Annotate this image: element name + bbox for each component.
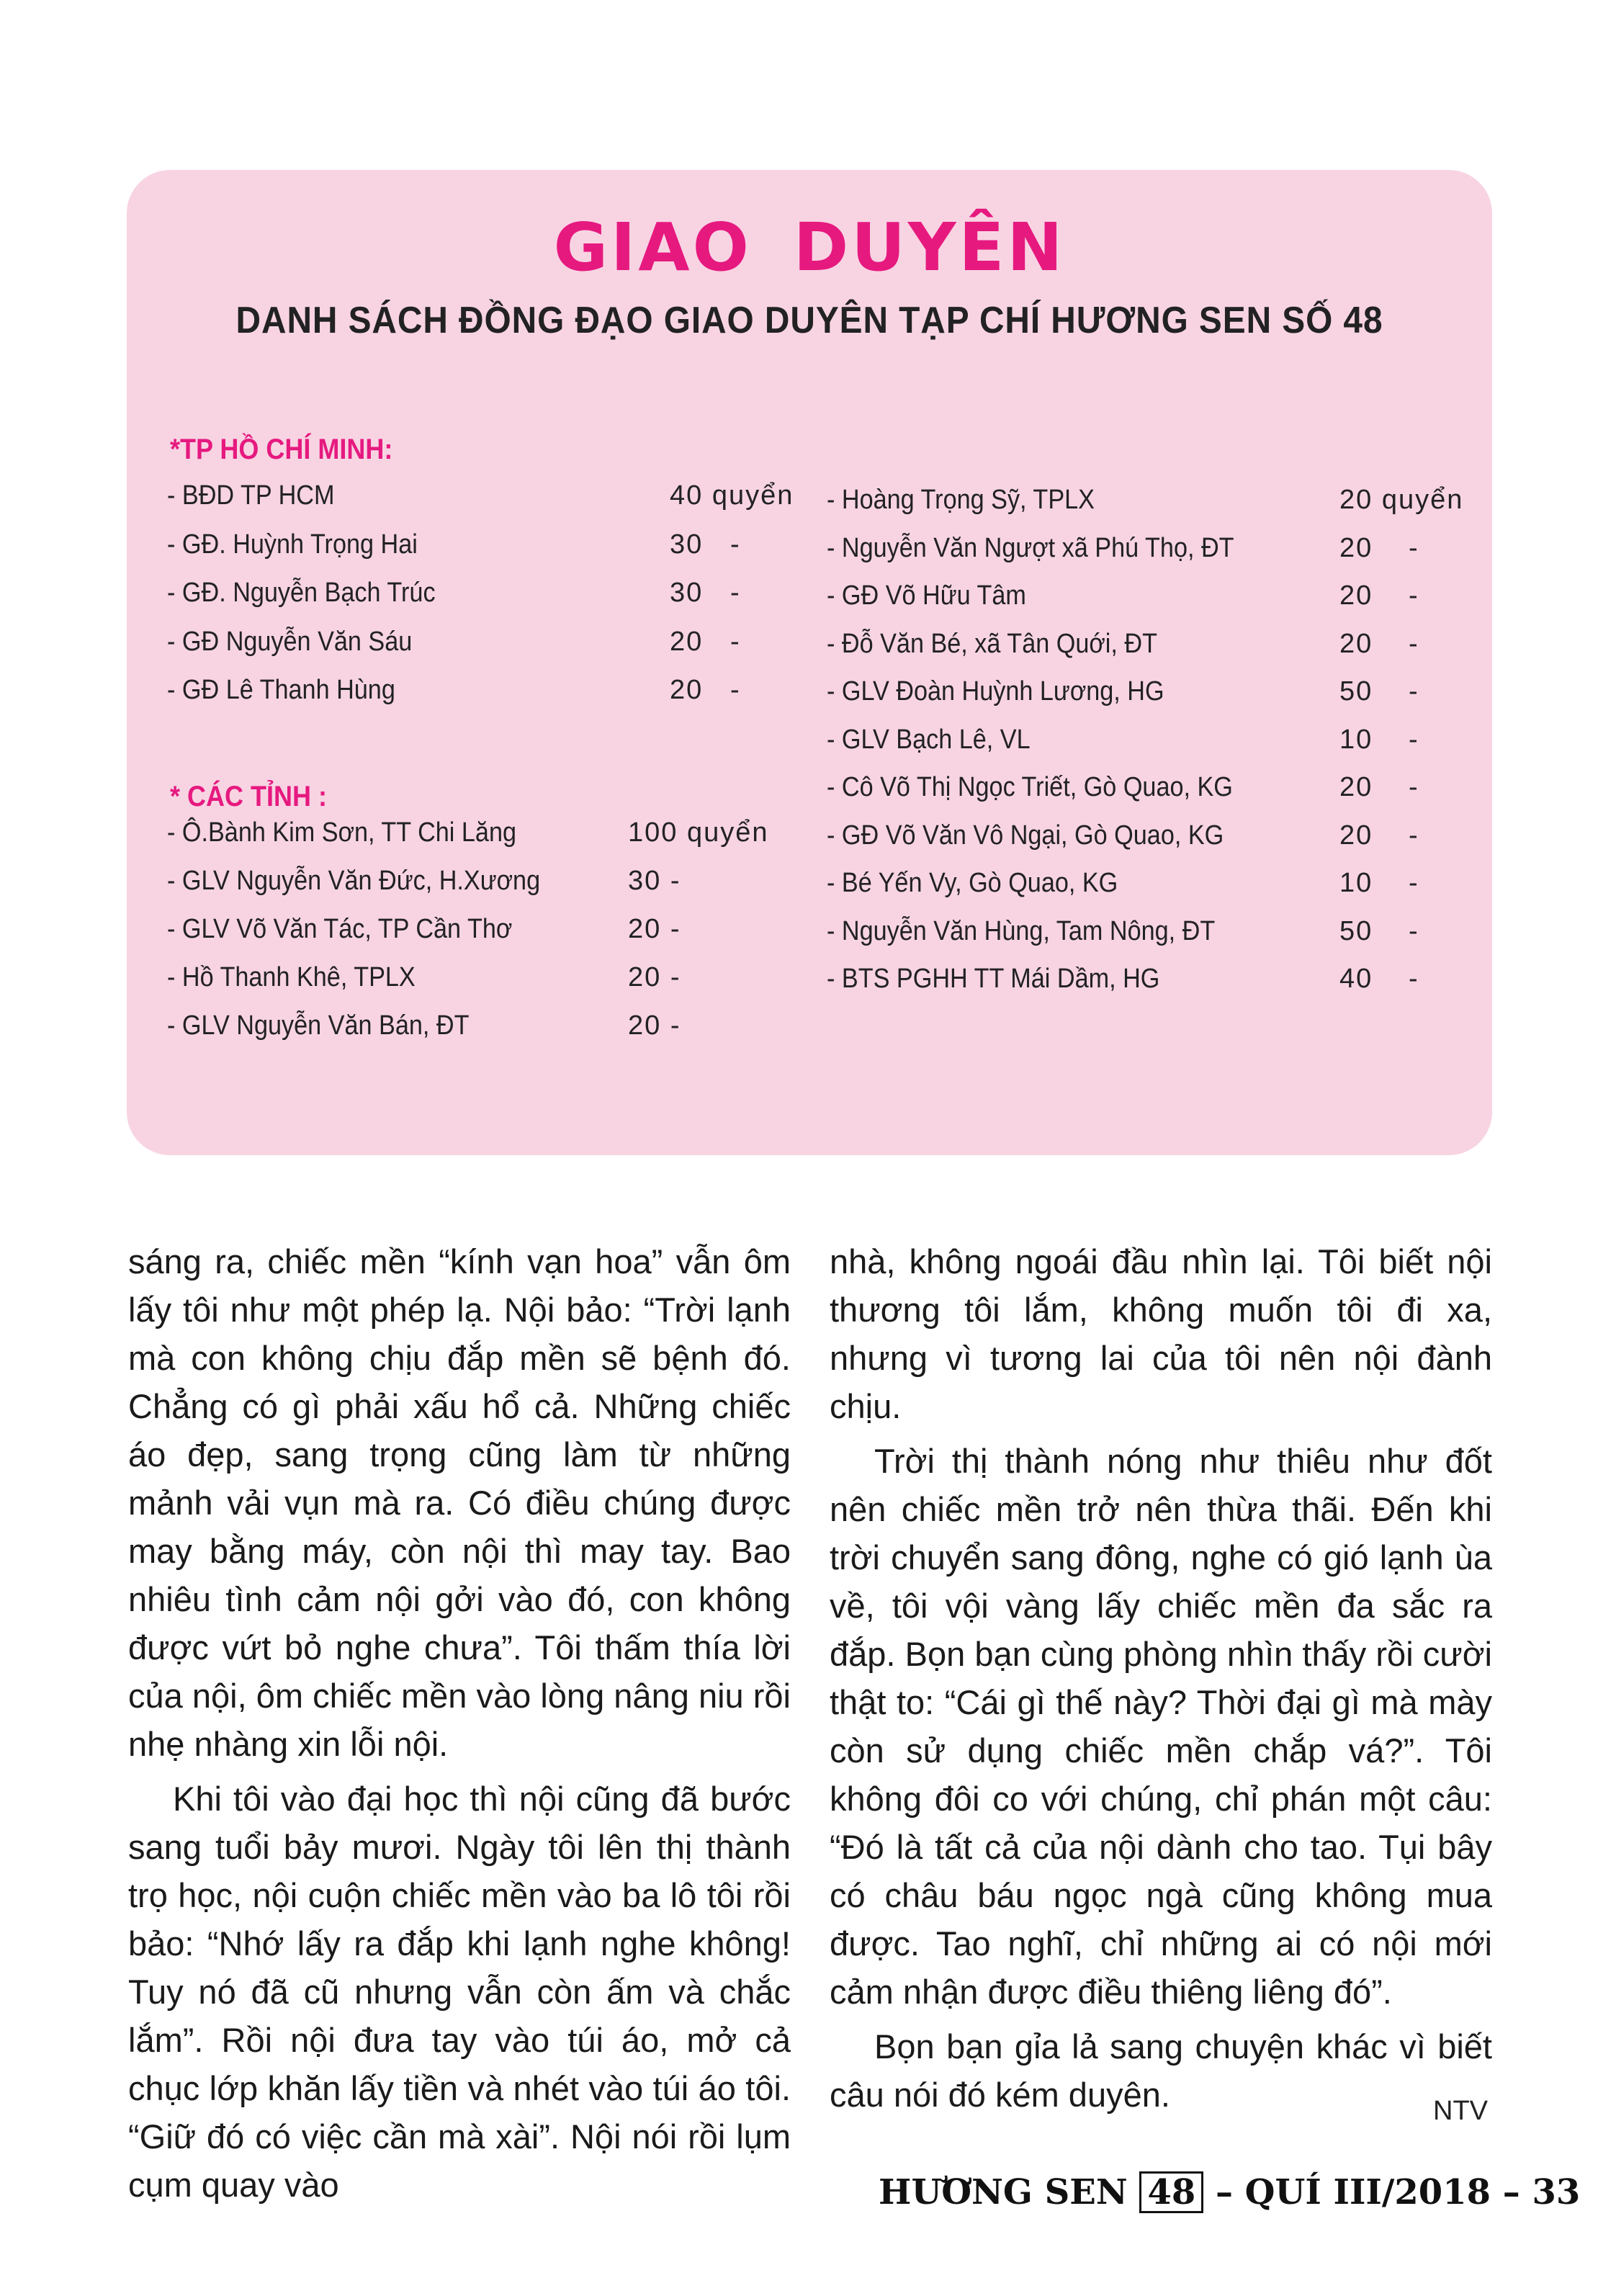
box-title: GIAO DUYÊN bbox=[553, 209, 1066, 286]
list-row-dash: - bbox=[1409, 676, 1418, 707]
list-row bbox=[827, 766, 1437, 809]
page-footer bbox=[879, 2171, 1581, 2222]
list-row-name: - GLV Nguyễn Văn Bán, ĐT bbox=[167, 1010, 470, 1041]
list-row-name: - Bé Yến Vy, Gò Quao, KG bbox=[827, 868, 1118, 898]
list-row bbox=[167, 620, 759, 663]
list-row-name: - GĐ. Nguyễn Bạch Trúc bbox=[167, 578, 436, 608]
list-row-name: - GĐ Lê Thanh Hùng bbox=[167, 675, 395, 705]
list-row-quantity: 10 bbox=[1339, 868, 1373, 898]
list-row-quantity: 20 quyển bbox=[1339, 485, 1464, 515]
list-row bbox=[167, 668, 759, 712]
list-row-name: - Ô.Bành Kim Sơn, TT Chi Lăng bbox=[167, 817, 516, 848]
list-row-name: - GLV Đoàn Huỳnh Lương, HG bbox=[827, 676, 1164, 707]
list-row bbox=[167, 474, 794, 517]
list-row-dash: - bbox=[1409, 772, 1418, 802]
list-row-quantity: 40 bbox=[1339, 964, 1373, 994]
footer-issue-number: 48 bbox=[1139, 2171, 1203, 2213]
list-row-dash: - bbox=[730, 578, 740, 608]
list-row-dash: - bbox=[1409, 964, 1418, 994]
list-row-quantity: 20 - bbox=[628, 1010, 681, 1041]
section-tinh-heading: * CÁC TỈNH : bbox=[170, 781, 327, 812]
list-row-dash: - bbox=[730, 675, 740, 705]
list-row-quantity: 20 bbox=[1339, 532, 1373, 563]
list-row bbox=[167, 523, 759, 566]
footer-period: – QUÍ III/2018 – bbox=[1215, 2172, 1520, 2212]
article-left-column bbox=[128, 1237, 791, 2215]
list-row-quantity: 40 quyển bbox=[670, 480, 794, 511]
list-row-name: - BĐD TP HCM bbox=[167, 480, 335, 511]
list-row-name: - GĐ Nguyễn Văn Sáu bbox=[167, 626, 413, 657]
list-row bbox=[827, 861, 1437, 905]
list-row-dash: - bbox=[1409, 532, 1418, 563]
list-row-quantity: 100 quyển bbox=[628, 817, 769, 848]
footer-page-number: 33 bbox=[1532, 2172, 1581, 2212]
list-row-dash: - bbox=[1409, 724, 1418, 755]
list-row-name: - GLV Nguyễn Văn Đức, H.Xương bbox=[167, 866, 541, 896]
list-row-quantity: 20 bbox=[1339, 628, 1373, 659]
list-row-quantity: 20 - bbox=[628, 962, 681, 992]
article-paragraph: Khi tôi vào đại học thì nội cũng đã bước sang tuổi bảy mươi. Ngày tôi lên thị thành trọ học, nội cuộn chiếc mền vào ba lô tôi rồi bảo: “Nhớ lấy ra đắp khi lạnh nghe không! Tuy nó đã cũ nhưng vẫn còn ấm và chắc lắm”. Rồi nội đưa tay vào túi áo, mở cả chục lớp khăn lấy tiền và nhét vào túi áo tôi. “Giữ đó có việc cần mà xài”. Nội nói rồi lụm cụm quay vào bbox=[128, 1780, 791, 2204]
section-hcm-heading: *TP HỒ CHÍ MINH: bbox=[170, 434, 393, 465]
list-row-quantity: 20 bbox=[670, 626, 704, 657]
list-row-name: - Hồ Thanh Khê, TPLX bbox=[167, 962, 416, 992]
article-paragraph: sáng ra, chiếc mền “kính vạn hoa” vẫn ôm lấy tôi như một phép lạ. Nội bảo: “Trời lạnh mà con không chịu đắp mền sẽ bệnh đó. Chẳng có gì phải xấu hổ cả. Những chiếc áo đẹp, sang trọng cũng làm từ những mảnh vải vụn mà ra. Có điều chúng được may bằng máy, còn nội thì may tay. Bao nhiêu tình cảm nội gởi vào đó, con không được vứt bỏ nghe chưa”. Tôi thấm thía lời của nội, ôm chiếc mền vào lòng nâng niu rồi nhẹ nhàng xin lỗi nội. bbox=[128, 1242, 791, 1763]
list-row-quantity: 30 bbox=[670, 578, 704, 608]
list-row-quantity: 20 bbox=[1339, 772, 1373, 802]
list-row-name: - GLV Bạch Lê, VL bbox=[827, 724, 1031, 755]
list-row-dash: - bbox=[730, 626, 740, 657]
article-paragraph: Bọn bạn gỉa lả sang chuyện khác vì biết câu nói đó kém duyên. bbox=[830, 2027, 1492, 2114]
list-row-quantity: 20 bbox=[1339, 580, 1373, 611]
list-row bbox=[827, 718, 1437, 761]
list-row bbox=[827, 622, 1437, 665]
list-row-dash: - bbox=[1409, 628, 1418, 659]
list-row bbox=[167, 811, 769, 854]
list-row-dash: - bbox=[730, 529, 740, 560]
list-row bbox=[827, 670, 1437, 713]
list-row-name: - Hoàng Trọng Sỹ, TPLX bbox=[827, 485, 1095, 515]
list-row-quantity: 50 bbox=[1339, 915, 1373, 946]
box-subtitle: DANH SÁCH ĐỒNG ĐẠO GIAO DUYÊN TẠP CHÍ HƯƠNG SEN SỐ 48 bbox=[235, 300, 1383, 341]
list-row-name: - Nguyễn Văn Ngượt xã Phú Thọ, ĐT bbox=[827, 532, 1234, 563]
list-row bbox=[827, 478, 1464, 521]
list-row-name: - Cô Võ Thị Ngọc Triết, Gò Quao, KG bbox=[827, 772, 1233, 802]
list-row-quantity: 30 - bbox=[628, 866, 681, 896]
list-row bbox=[827, 574, 1437, 617]
list-row-name: - BTS PGHH TT Mái Dầm, HG bbox=[827, 964, 1160, 994]
list-row bbox=[167, 1004, 729, 1047]
list-row-name: - GLV Võ Văn Tác, TP Cần Thơ bbox=[167, 914, 513, 944]
article-paragraph: nhà, không ngoái đầu nhìn lại. Tôi biết nội thương tôi lắm, không muốn tôi đi xa, nhưng vì tương lai của tôi nên nội đành chịu. bbox=[830, 1242, 1492, 1425]
list-row bbox=[827, 814, 1437, 857]
footer-magazine-name: HƯƠNG SEN bbox=[879, 2172, 1128, 2212]
list-row-dash: - bbox=[1409, 820, 1418, 851]
list-row bbox=[827, 910, 1437, 953]
list-row-quantity: 20 bbox=[1339, 820, 1373, 851]
list-row-quantity: 20 bbox=[670, 675, 704, 705]
list-row bbox=[167, 956, 729, 999]
list-row-quantity: 10 bbox=[1339, 724, 1373, 755]
list-row-name: - GĐ Võ Văn Vô Ngại, Gò Quao, KG bbox=[827, 820, 1224, 851]
list-row bbox=[167, 571, 759, 614]
list-row-name: - GĐ. Huỳnh Trọng Hai bbox=[167, 529, 418, 560]
list-row-dash: - bbox=[1409, 868, 1418, 898]
list-row-quantity: 50 bbox=[1339, 676, 1373, 707]
list-row-quantity: 30 bbox=[670, 529, 704, 560]
list-row bbox=[167, 859, 729, 902]
list-row bbox=[827, 526, 1437, 570]
list-row-name: - Đỗ Văn Bé, xã Tân Quới, ĐT bbox=[827, 628, 1157, 659]
list-row-dash: - bbox=[1409, 915, 1418, 946]
list-row bbox=[167, 907, 729, 951]
author-signature: NTV bbox=[1433, 2096, 1488, 2126]
list-row-name: - GĐ Võ Hữu Tâm bbox=[827, 580, 1026, 611]
list-row-dash: - bbox=[1409, 580, 1418, 611]
article-right-column bbox=[830, 1237, 1492, 2125]
list-row-quantity: 20 - bbox=[628, 914, 681, 944]
article-paragraph: Trời thị thành nóng như thiêu như đốt nên chiếc mền trở nên thừa thãi. Đến khi trời chuyển sang đông, nghe có gió lạnh ùa về, tôi vội vàng lấy chiếc mền đa sắc ra đắp. Bọn bạn cùng phòng nhìn thấy rồi cười thật to: “Cái gì thế này? Thời đại gì mà mày còn sử dụng chiếc mền chắp vá?”. Tôi không đôi co với chúng, chỉ phán một câu: “Đó là tất cả của nội dành cho tao. Tụi bây có châu báu ngọc ngà cũng không mua được. Tao nghĩ, chỉ những ai có nội mới cảm nhận được điều thiêng liêng đó”. bbox=[830, 1442, 1492, 2011]
list-row bbox=[827, 957, 1437, 1000]
list-row-name: - Nguyễn Văn Hùng, Tam Nông, ĐT bbox=[827, 915, 1216, 946]
